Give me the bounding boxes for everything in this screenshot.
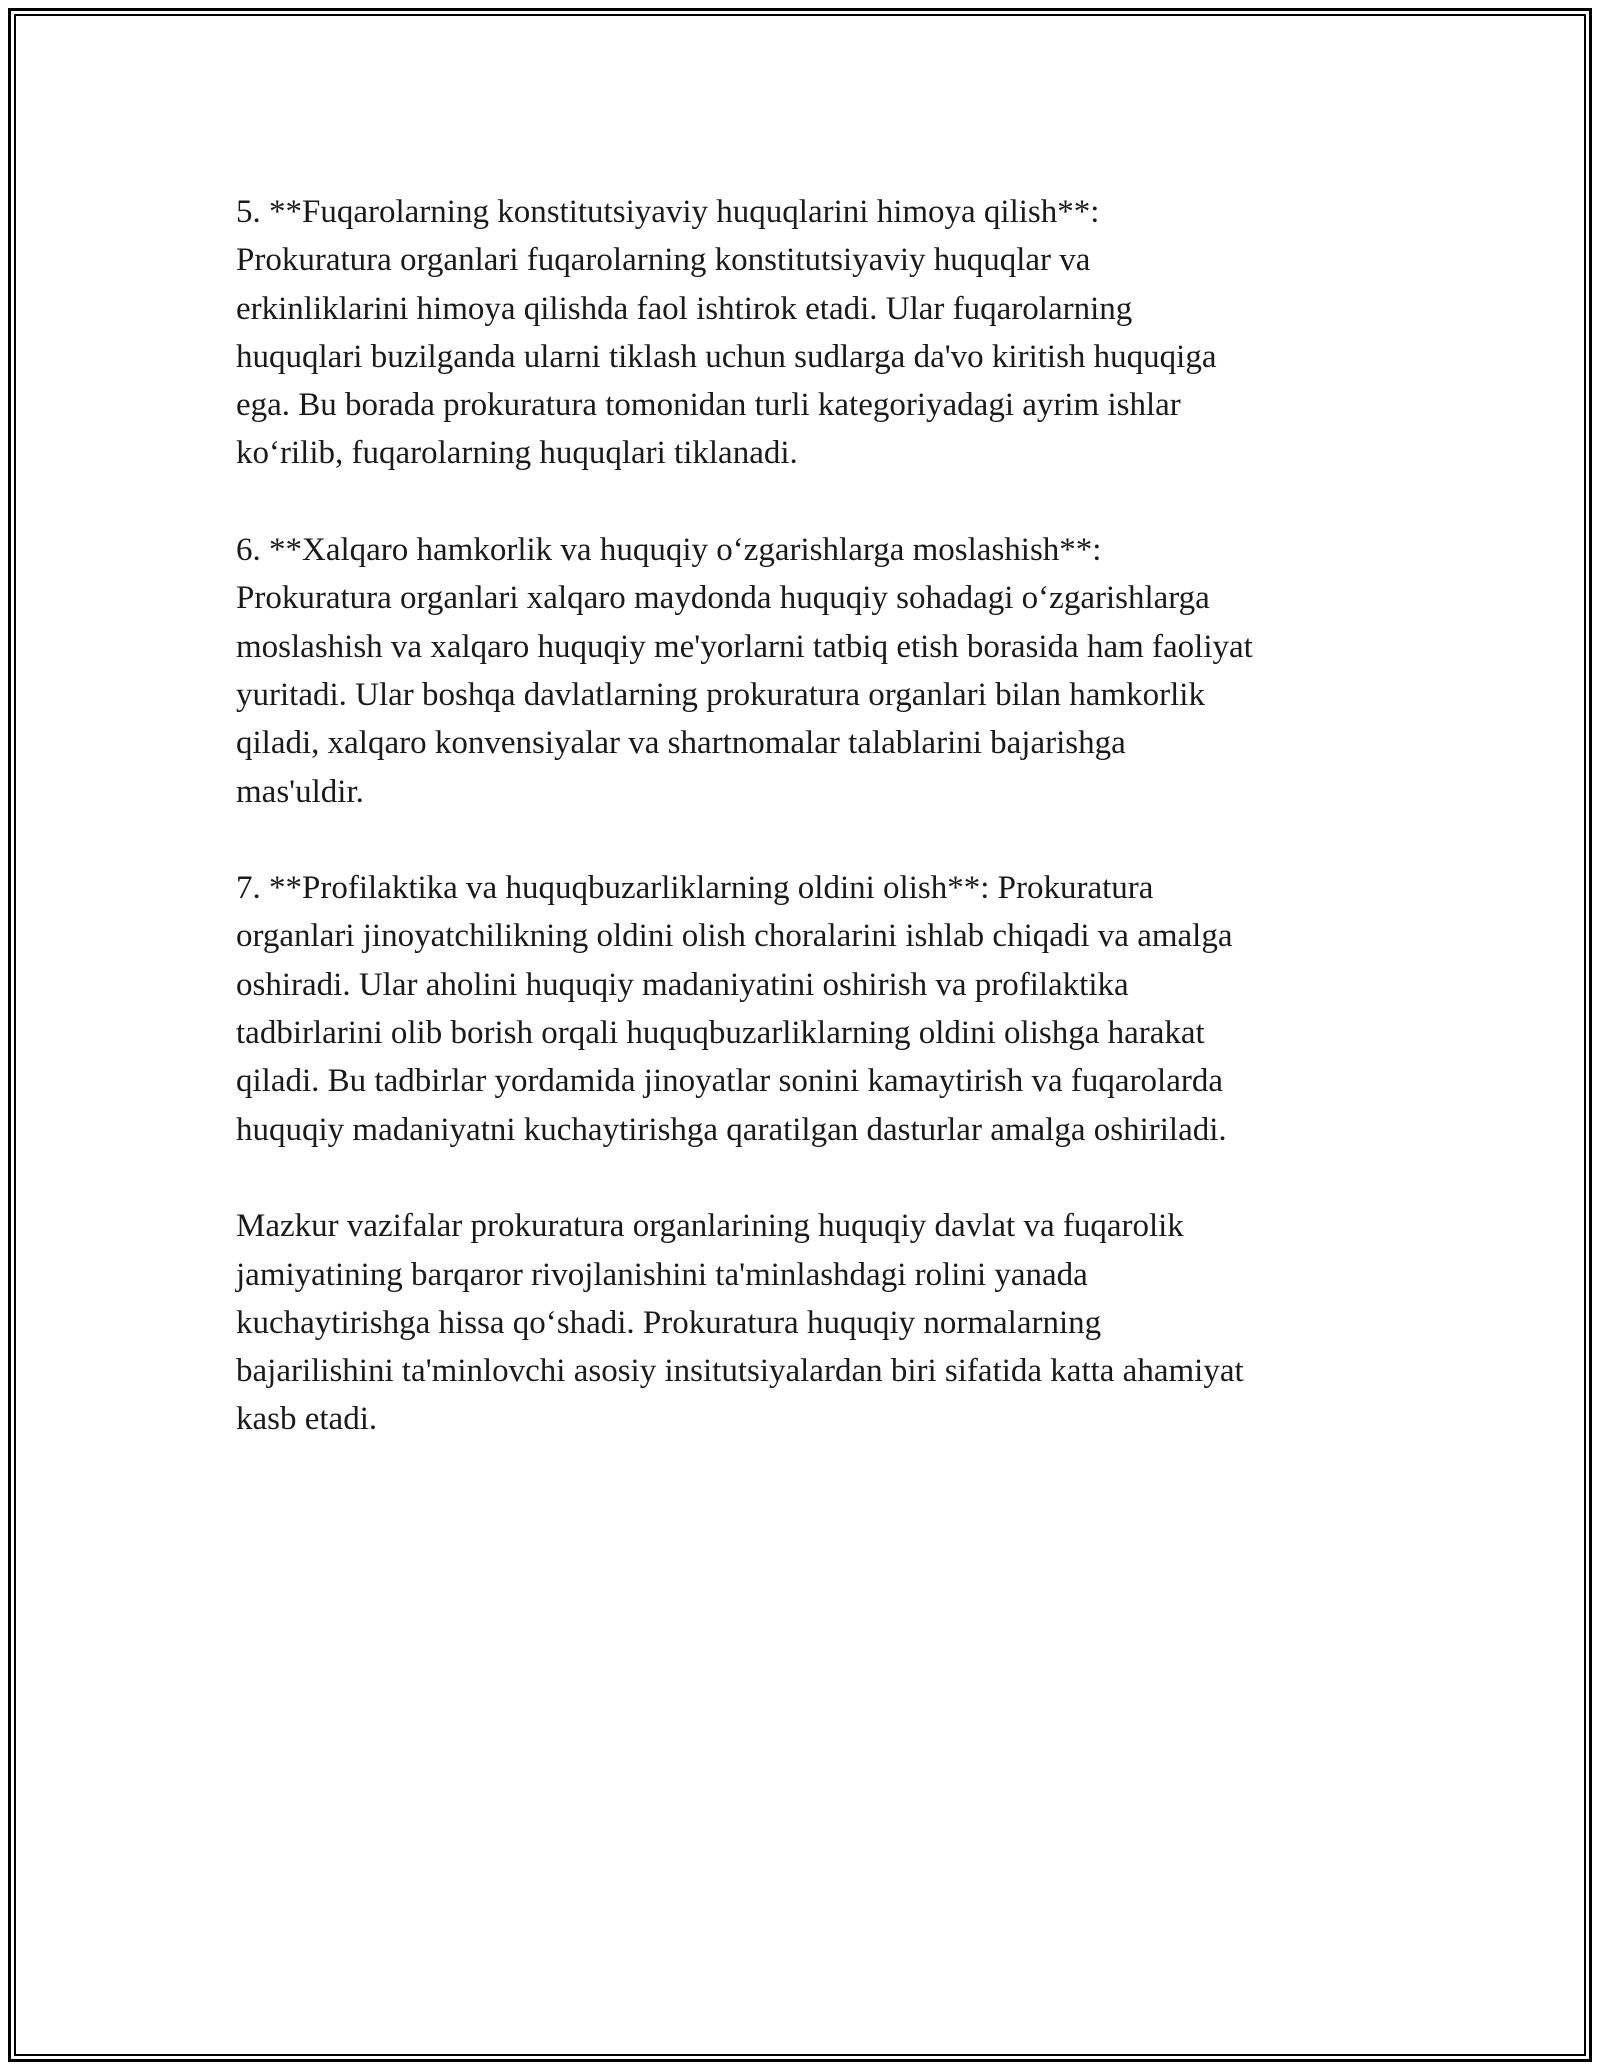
paragraph-5-constitutional-rights: 5. **Fuqarolarning konstitutsiyaviy huquqlarini himoya qilish**: Prokuratura organlari fuqarolarning konstitutsiyaviy huquqlar va erkinliklarini himoya qilishda faol ishtirok etadi. Ular fuqarolarning huquqlari buzilganda ularni tiklash uchun sudlarga da'vo kiritish huquqiga ega. Bu borada prokuratura tomonidan turli kategoriyadagi ayrim ishlar ko‘rilib, fuqarolarning huquqlari tiklanadi.: [236, 194, 1217, 472]
document-body: [236, 188, 1386, 1492]
paragraph-7-prevention: 7. **Profilaktika va huquqbuzarliklarning oldini olish**: Prokuratura organlari jinoyatchilikning oldini olish choralarini ishlab chiqadi va amalga oshiradi. Ular aholini huquqiy madaniyatini oshirish va profilaktika tadbirlarini olib borish orqali huquqbuzarliklarning oldini olishga harakat qiladi. Bu tadbirlar yordamida jinoyatlar sonini kamaytirish va fuqarolarda huquqiy madaniyatni kuchaytirishga qaratilgan dasturlar amalga oshiriladi.: [236, 870, 1233, 1148]
paragraph-6-international-cooperation: 6. **Xalqaro hamkorlik va huquqiy o‘zgarishlarga moslashish**: Prokuratura organlari xalqaro maydonda huquqiy sohadagi o‘zgarishlarga moslashish va xalqaro huquqiy me'yorlarni tatbiq etish borasida ham faoliyat yuritadi. Ular boshqa davlatlarning prokuratura organlari bilan hamkorlik qiladi, xalqaro konvensiyalar va shartnomalar talablarini bajarishga mas'uldir.: [236, 532, 1253, 810]
paragraph-conclusion: Mazkur vazifalar prokuratura organlarining huquqiy davlat va fuqarolik jamiyatining barqaror rivojlanishini ta'minlashdagi rolini yanada kuchaytirishga hissa qo‘shadi. Prokuratura huquqiy normalarning bajarilishini ta'minlovchi asosiy insitutsiyalardan biri sifatida katta ahamiyat kasb etadi.: [236, 1208, 1244, 1438]
